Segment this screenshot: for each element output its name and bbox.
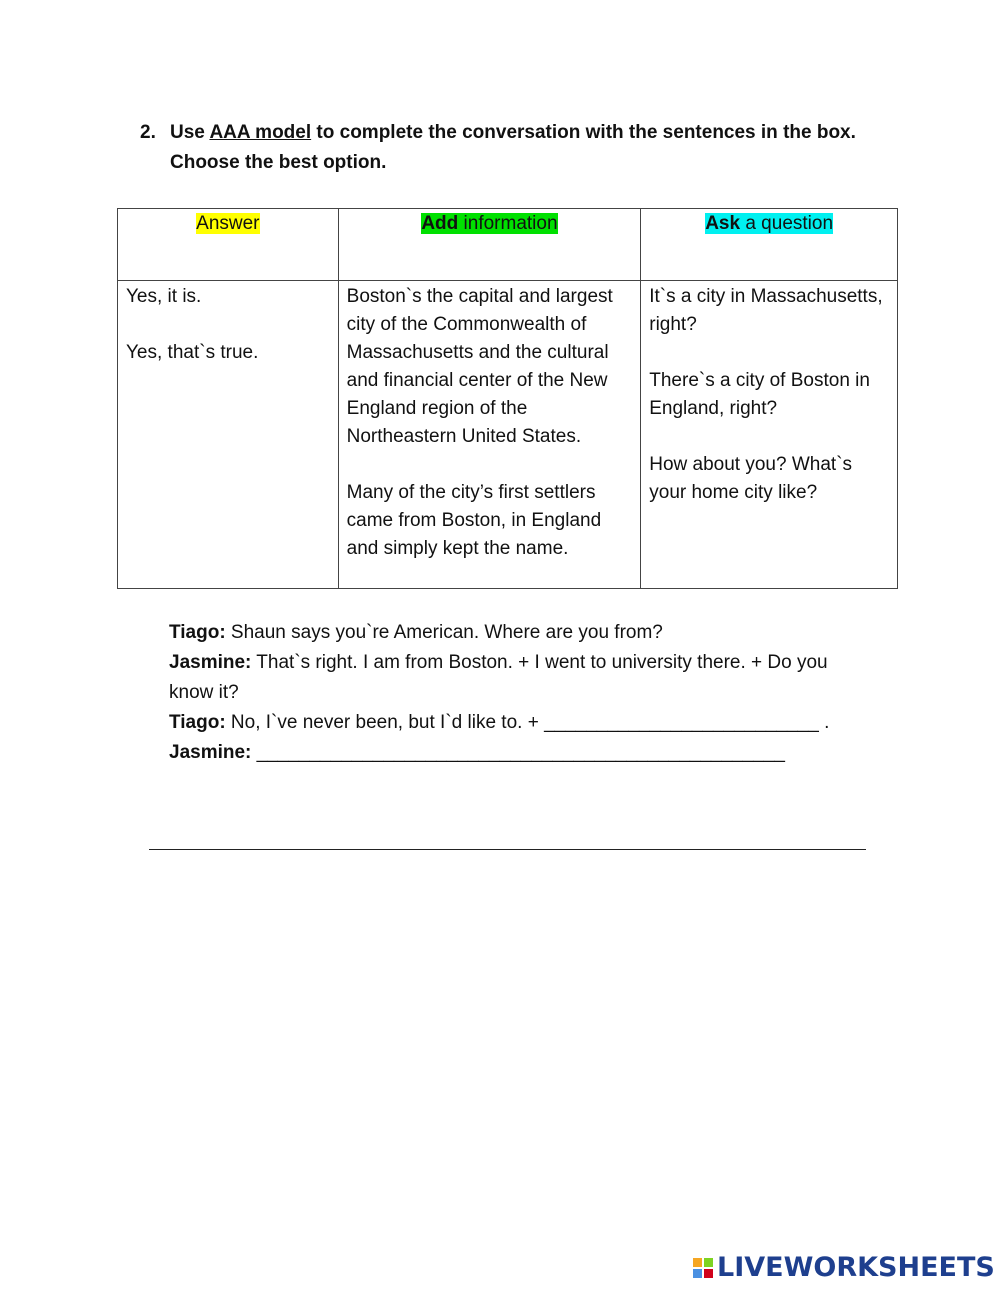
instruction-post: to complete the conversation with the sentences in the box. Choose the best option. — [170, 122, 856, 173]
header-answer-label: Answer — [196, 213, 260, 234]
add-info-option: Boston`s the capital and largest city of the Commonwealth of Massachusetts and the cultural and financial center of the New England region of the Northeastern United States. — [346, 286, 613, 447]
logo-square — [693, 1269, 702, 1278]
header-ask — [641, 209, 898, 281]
logo-square — [704, 1258, 713, 1267]
question-option: It`s a city in Massachusetts, right? — [649, 286, 883, 335]
aaa-model-link: AAA model — [209, 122, 312, 143]
speaker-name: Tiago: — [169, 712, 226, 733]
question-option: There`s a city of Boston in England, right? — [649, 370, 870, 419]
header-add — [338, 209, 641, 281]
dialogue-line — [169, 618, 869, 648]
answer-cell — [118, 281, 339, 589]
line-text: Shaun says you`re American. Where are you from? — [225, 622, 663, 643]
line-text-with-blank[interactable]: No, I`ve never been, but I`d like to. + __________________________ . — [225, 712, 830, 733]
add-info-option: Many of the city’s first settlers came from Boston, in England and simply kept the name. — [346, 482, 602, 559]
header-add-bold: Add — [421, 213, 459, 234]
answer-option: Yes, it is. — [126, 286, 202, 307]
answer-blank-line[interactable] — [149, 849, 866, 850]
logo-square — [704, 1269, 713, 1278]
exercise-number: 2. — [140, 122, 156, 143]
add-info-cell — [338, 281, 641, 589]
table-header-row — [118, 209, 898, 281]
header-add-rest: information — [458, 213, 558, 234]
logo-text: LIVEWORKSHEETS — [717, 1252, 995, 1283]
dialogue-line — [169, 648, 869, 708]
logo-square — [693, 1258, 702, 1267]
question-cell — [641, 281, 898, 589]
line-text-with-blank[interactable]: __________________________________________________ — [251, 742, 785, 763]
question-option: How about you? What`s your home city like? — [649, 454, 853, 503]
header-ask-rest: a question — [740, 213, 834, 234]
speaker-name: Jasmine: — [169, 742, 252, 763]
speaker-name: Jasmine: — [169, 652, 252, 673]
exercise-instruction — [140, 118, 860, 178]
header-answer — [118, 209, 339, 281]
conversation — [169, 618, 869, 768]
dialogue-line[interactable] — [169, 738, 869, 768]
dialogue-line[interactable] — [169, 708, 869, 738]
logo-mark-icon — [693, 1258, 713, 1278]
table-body-row — [118, 281, 898, 589]
header-ask-bold: Ask — [705, 213, 741, 234]
speaker-name: Tiago: — [169, 622, 226, 643]
answer-option: Yes, that`s true. — [126, 342, 259, 363]
instruction-pre: Use — [170, 122, 210, 143]
aaa-options-table — [117, 208, 898, 589]
instruction-text — [170, 118, 860, 178]
line-text: That`s right. I am from Boston. + I went to university there. + Do you know it? — [169, 652, 828, 703]
liveworksheets-logo — [693, 1252, 995, 1283]
